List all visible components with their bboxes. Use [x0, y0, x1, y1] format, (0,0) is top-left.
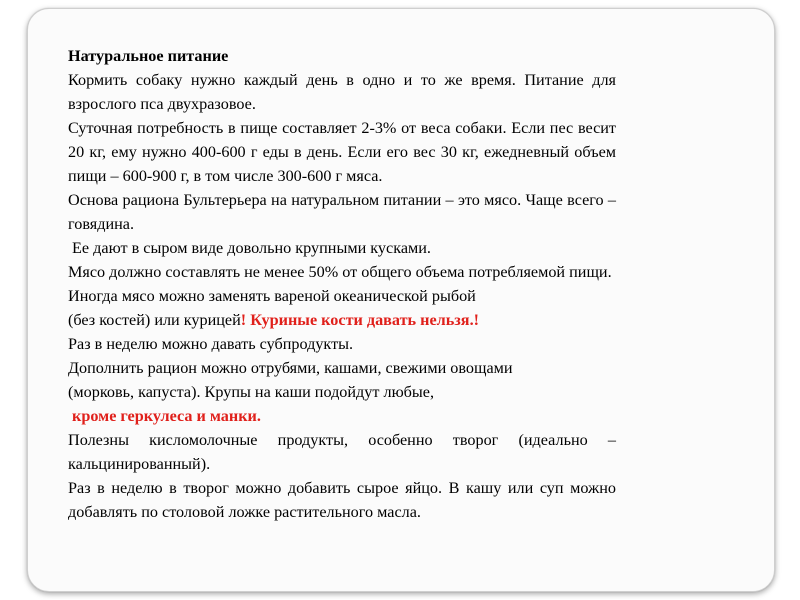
paragraph-dairy: Полезны кисломолочные продукты, особенно творог (идеально – кальцинированный).	[68, 431, 616, 473]
chicken-bones-warning: ! Куриные кости давать нельзя.!	[240, 311, 480, 329]
fish-line: Иногда мясо можно заменять вареной океанической рыбой	[68, 287, 476, 305]
paragraph-egg-oil: Раз в неделю в творог можно добавить сырое яйцо. В кашу или суп можно добавлять по столовой ложке растительного масла.	[68, 479, 616, 521]
paragraph-offal: Раз в неделю можно давать субпродукты.	[68, 335, 354, 353]
paragraph-diet-basis: Основа рациона Бультерьера на натуральном питании – это мясо. Чаще всего – говядина.	[68, 191, 616, 233]
paragraph-feeding-schedule: Кормить собаку нужно каждый день в одно и то же время. Питание для взрослого пса двухразовое.	[68, 71, 616, 113]
paragraph-raw-meat: Ее дают в сыром виде довольно крупными кусками.	[68, 239, 431, 257]
grains-warning: кроме геркулеса и манки.	[68, 407, 261, 425]
paragraph-supplements	[68, 356, 616, 428]
text-body	[68, 44, 616, 524]
paragraph-daily-requirement: Суточная потребность в пище составляет 2-3% от веса собаки. Если пес весит 20 кг, ему нужно 400-600 г еды в день. Если его вес 30 кг, ежедневный объем пищи – 600-900 г, в том числе 300-600 г мяса.	[68, 119, 616, 185]
chicken-line: (без костей) или курицей	[68, 311, 241, 329]
vegetables-line: (морковь, капуста). Крупы на каши подойдут любые,	[68, 383, 435, 401]
paragraph-fish-chicken	[68, 284, 616, 332]
paragraph-meat-share: Мясо должно составлять не менее 50% от общего объема потребляемой пищи.	[68, 263, 612, 281]
section-title: Натуральное питание	[68, 47, 229, 65]
supplements-line: Дополнить рацион можно отрубями, кашами, свежими овощами	[68, 359, 513, 377]
